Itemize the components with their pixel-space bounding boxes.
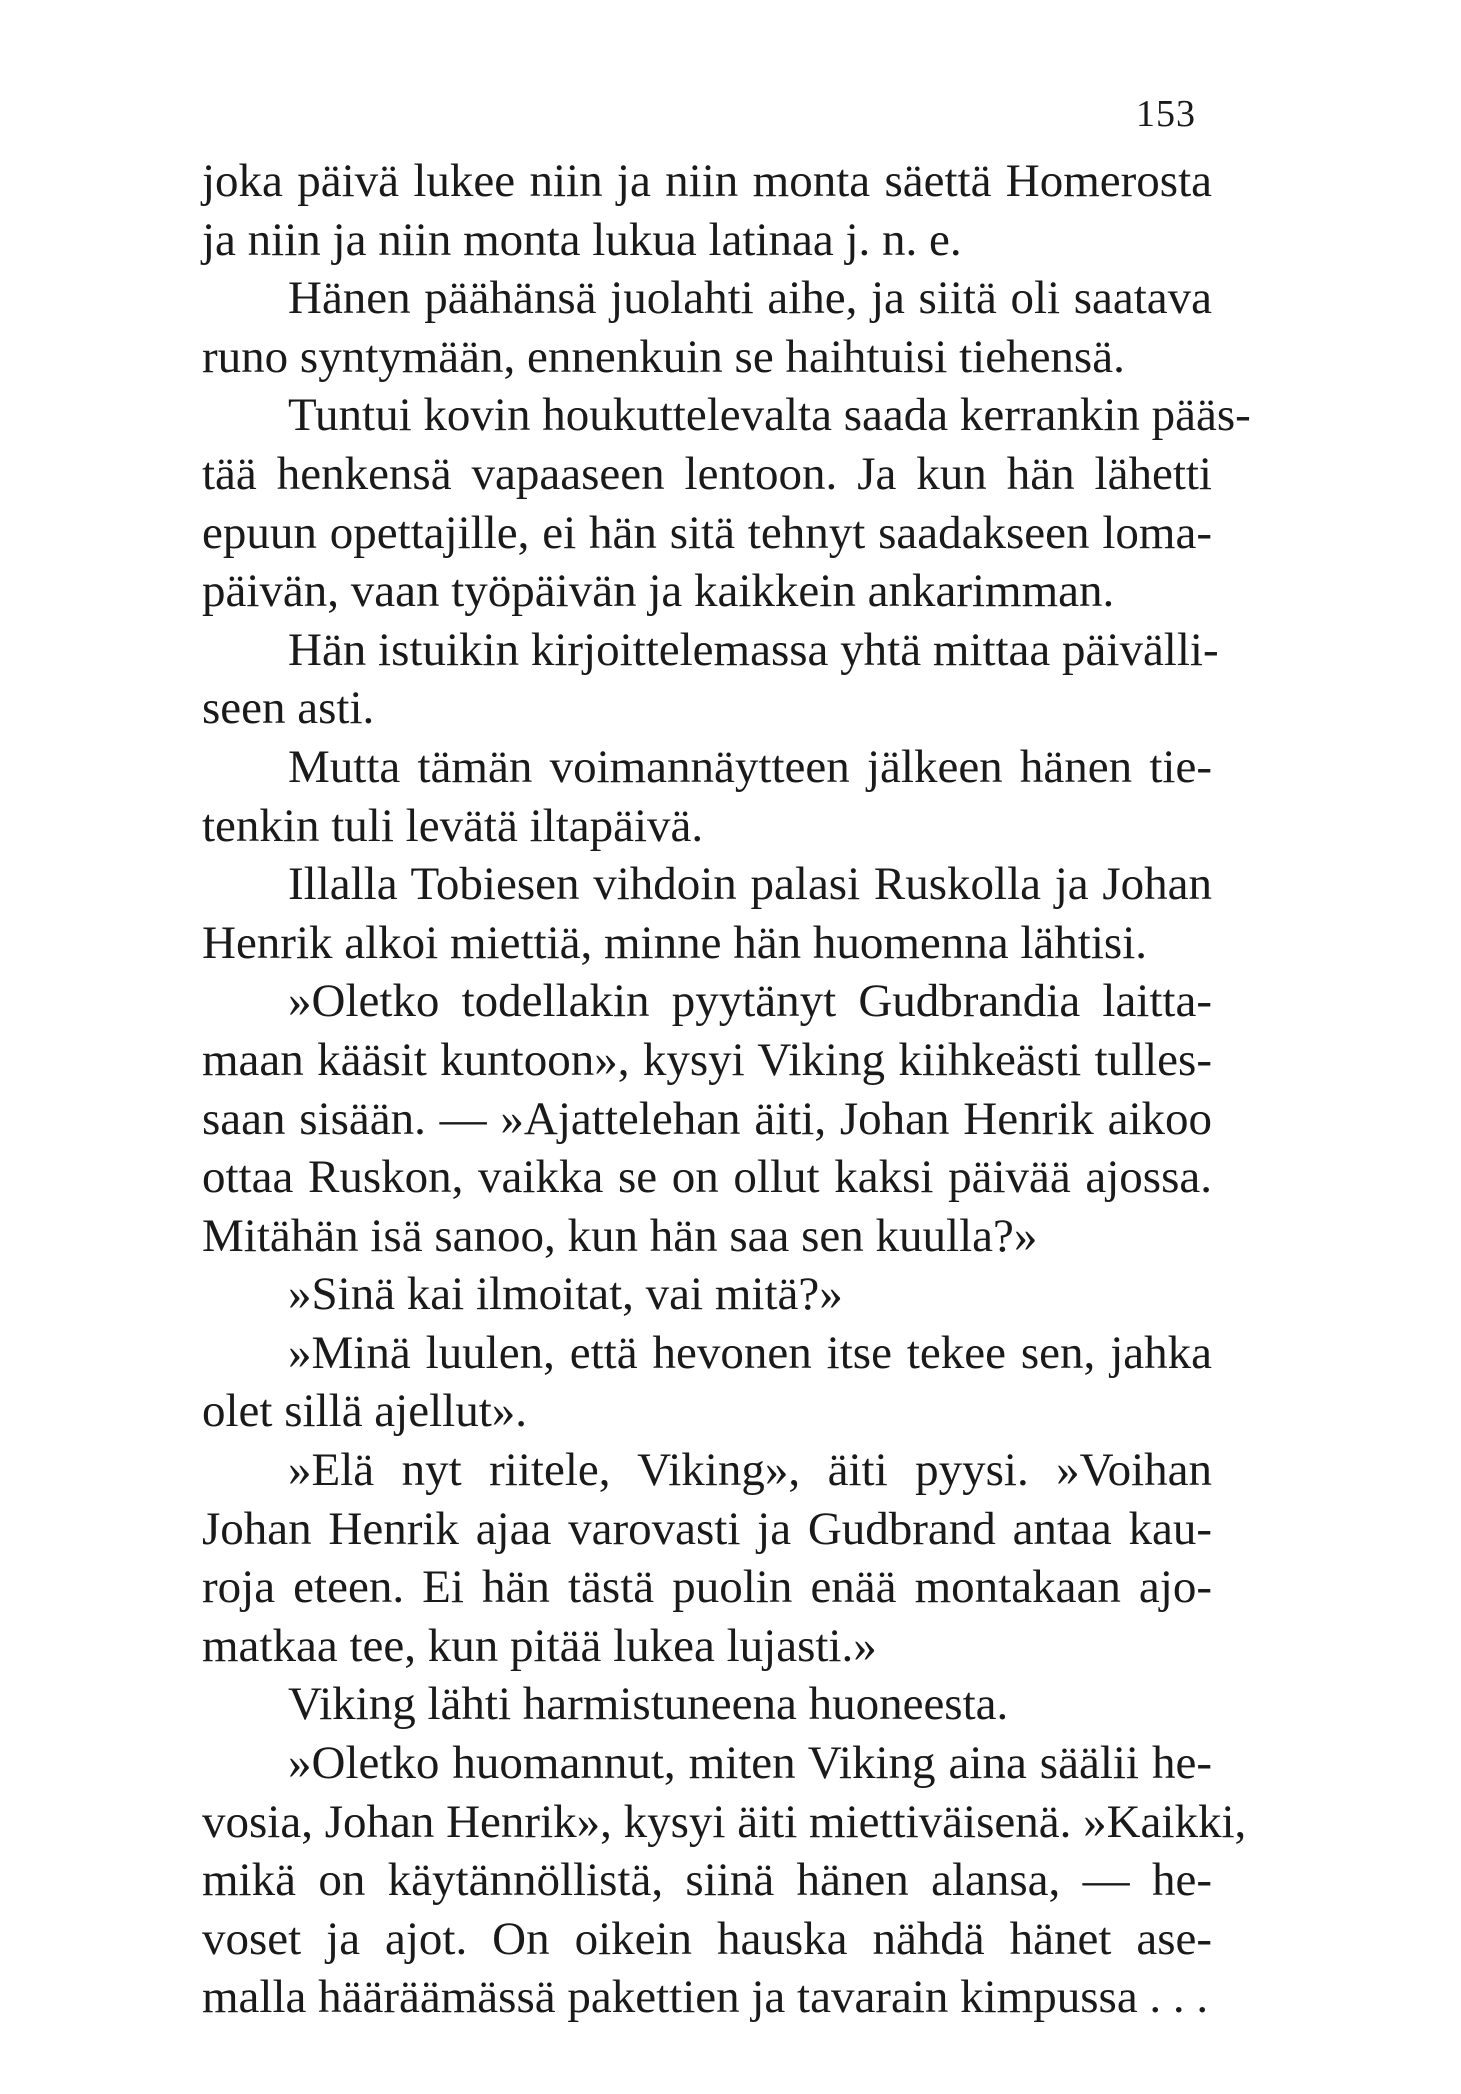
text-line: maan kääsit kuntoon», kysyi Viking kiihkeästi tulles- (202, 1033, 1212, 1086)
text-line: seen asti. (202, 682, 375, 735)
text-line: Illalla Tobiesen vihdoin palasi Ruskolla ja Johan (288, 858, 1212, 911)
text-line: mikä on käytännöllistä, siinä hänen alansa, — he- (202, 1854, 1212, 1907)
text-line: »Minä luulen, että hevonen itse tekee sen, jahka (288, 1326, 1212, 1379)
text-line: vosia, Johan Henrik», kysyi äiti miettiväisenä. »Kaikki, (202, 1795, 1247, 1848)
body-text (202, 152, 1251, 2027)
text-line: ottaa Ruskon, vaikka se on ollut kaksi päivää ajossa. (202, 1151, 1212, 1204)
text-line: saan sisään. — »Ajattelehan äiti, Johan Henrik aikoo (202, 1092, 1212, 1145)
text-line: Mitähän isä sanoo, kun hän saa sen kuulla?» (202, 1209, 1038, 1262)
text-line: Henrik alkoi miettiä, minne hän huomenna lähtisi. (202, 916, 1148, 969)
text-line: runo syntymään, ennenkuin se haihtuisi tiehensä. (202, 330, 1125, 383)
text-line: Johan Henrik ajaa varovasti ja Gudbrand antaa kau- (202, 1502, 1212, 1555)
text-line: tää henkensä vapaaseen lentoon. Ja kun hän lähetti (202, 447, 1212, 500)
text-line: olet sillä ajellut». (202, 1385, 528, 1438)
text-line: joka päivä lukee niin ja niin monta säettä Homerosta (202, 155, 1212, 207)
text-line: päivän, vaan työpäivän ja kaikkein ankarimman. (202, 565, 1115, 618)
text-line: voset ja ajot. On oikein hauska nähdä hänet ase- (202, 1912, 1212, 1965)
text-line: »Oletko huomannut, miten Viking aina säälii he- (288, 1737, 1212, 1790)
text-line: Hänen päähänsä juolahti aihe, ja siitä oli saatava (288, 272, 1212, 325)
page-number: 153 (1136, 93, 1196, 135)
text-line: Tuntui kovin houkuttelevalta saada kerrankin pääs- (288, 389, 1251, 442)
text-line: »Elä nyt riitele, Viking», äiti pyysi. »Voihan (288, 1444, 1212, 1497)
text-line: Mutta tämän voimannäytteen jälkeen hänen tie- (288, 740, 1212, 793)
text-line: matkaa tee, kun pitää lukea lujasti.» (202, 1619, 877, 1672)
text-line: Hän istuikin kirjoittelemassa yhtä mittaa päivälli- (288, 623, 1219, 676)
text-line: Viking lähti harmistuneena huoneesta. (288, 1678, 1009, 1731)
text-line: »Oletko todellakin pyytänyt Gudbrandia laitta- (288, 975, 1212, 1028)
text-line: ja niin ja niin monta lukua latinaa j. n. e. (202, 213, 962, 266)
text-line: tenkin tuli levätä iltapäivä. (202, 799, 704, 852)
text-line: roja eteen. Ei hän tästä puolin enää montakaan ajo- (202, 1561, 1212, 1614)
text-line: epuun opettajille, ei hän sitä tehnyt saadakseen loma- (202, 506, 1212, 559)
text-line: »Sinä kai ilmoitat, vai mitä?» (288, 1268, 843, 1321)
text-line: malla hääräämässä pakettien ja tavarain kimpussa . . . (202, 1971, 1209, 2024)
